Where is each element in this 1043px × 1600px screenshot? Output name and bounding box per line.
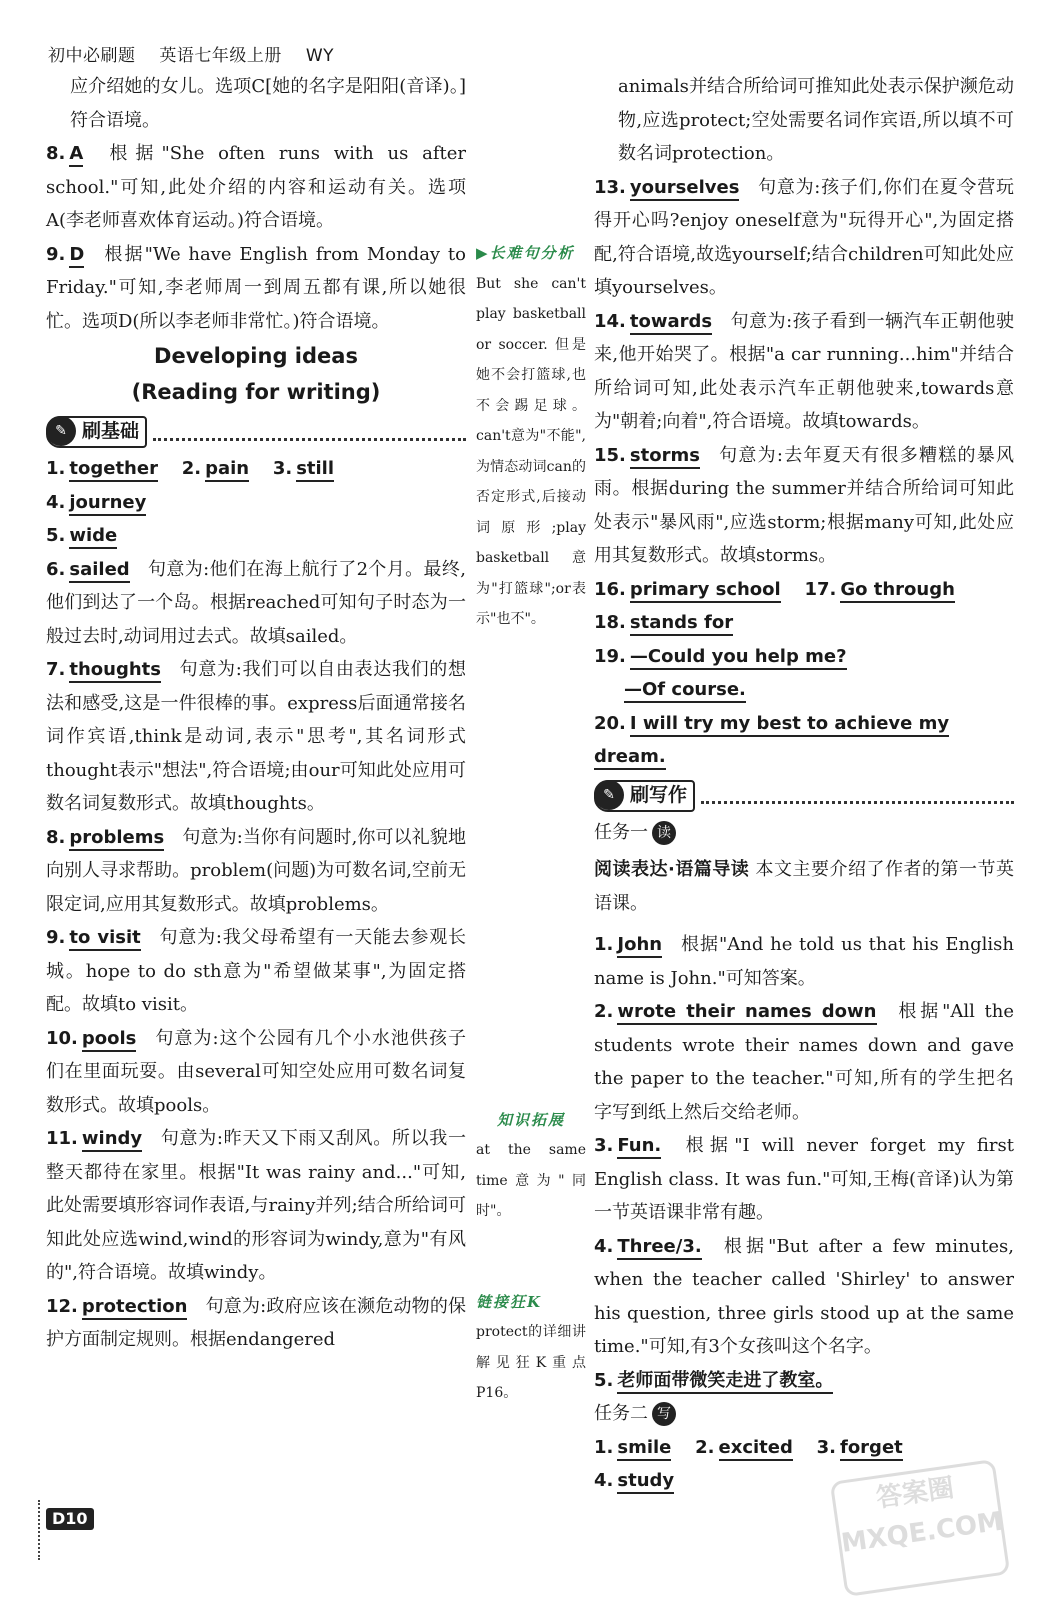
page-number: D10 xyxy=(46,1508,94,1530)
item-number: 7. xyxy=(46,659,66,680)
item-answer: together xyxy=(69,458,158,482)
item-number: 8. xyxy=(46,826,66,848)
item-explanation: 句意为:孩子看到一辆汽车正朝他驶来,他开始哭了。根据"a car running...him"并结合所给词可知,此处表示汽车正朝他驶来,towards意为"朝着;向着",符合语境。故填towards。 xyxy=(594,310,1014,432)
badge-label: 刷基础 xyxy=(82,420,140,443)
item-number: 12. xyxy=(46,1295,78,1317)
read-icon: 读 xyxy=(652,821,676,845)
item-answer: pain xyxy=(205,458,249,482)
side-note-body: protect的详细讲解见狂K重点P16。 xyxy=(476,1324,586,1401)
item-answer: A xyxy=(69,143,83,167)
section-subtitle: (Reading for writing) xyxy=(131,380,381,404)
item-answer: D xyxy=(69,244,84,268)
item-answer: wrote their names down xyxy=(617,1001,876,1025)
answer-item xyxy=(594,439,1014,573)
badge-basics xyxy=(46,416,147,448)
item-explanation: 根据"All the students wrote their names down and gave the paper to the teacher."可知,所有的学生把名字写到纸上然后交给老师。 xyxy=(594,1001,1014,1123)
side-note-heading: 知识拓展 xyxy=(496,1110,565,1129)
page-header xyxy=(48,44,352,68)
item-explanation: 句意为:当你有问题时,你可以礼貌地向别人寻求帮助。problem(问题)为可数名词,空前无限定词,应用其复数形式。故填problems。 xyxy=(46,826,466,915)
item-answer: John xyxy=(617,934,662,958)
answer-item xyxy=(594,1230,1014,1364)
task-label: 任务二 xyxy=(594,1403,648,1424)
section-title: Developing ideas xyxy=(154,344,358,368)
answer-row xyxy=(594,673,1014,707)
item-number: 14. xyxy=(594,310,626,332)
item-answer: storms xyxy=(630,445,700,469)
answer-item xyxy=(594,995,1014,1129)
answer-item xyxy=(46,553,466,654)
item-number: 16. xyxy=(594,578,626,600)
answer-item xyxy=(594,171,1014,305)
answer-row xyxy=(46,452,466,519)
answer-item xyxy=(46,1122,466,1290)
item-number: 1. xyxy=(594,934,614,955)
dotted-divider xyxy=(153,424,466,441)
answer-row xyxy=(594,573,1014,607)
answer-item xyxy=(46,821,466,922)
item-answer: sailed xyxy=(69,559,129,583)
item-explanation: 句意为:这个公园有几个小水池供孩子们在里面玩耍。由several可知空处应用可数名词复数形式。故填pools。 xyxy=(46,1027,466,1116)
item-answer: towards xyxy=(630,311,712,335)
item-number: 4. xyxy=(594,1235,614,1257)
triangle-icon: ▶ xyxy=(476,244,490,262)
item-answer: smile xyxy=(617,1437,671,1461)
item-answer: problems xyxy=(69,827,164,851)
answer-row xyxy=(594,707,1014,774)
answer-item xyxy=(46,1290,466,1357)
task-heading xyxy=(594,1397,1014,1431)
item-explanation: 根据"But after a few minutes, when the teacher called 'Shirley' to answer his question, three girls stood up at the same time."可知,有3个女孩叫这个名字。 xyxy=(594,1235,1014,1357)
item-answer: still xyxy=(296,458,334,482)
item-number: 19. xyxy=(594,645,626,667)
item-explanation: 根据"She often runs with us after school."可知,此处介绍的内容和运动有关。选项A(李老师喜欢体育运动。)符合语境。 xyxy=(46,143,466,231)
item-answer: to visit xyxy=(69,927,140,951)
item-number: 1. xyxy=(594,1436,614,1458)
item-explanation: 根据"I will never forget my first English class. It was fun."可知,王梅(音译)认为第一节英语课非常有趣。 xyxy=(594,1135,1014,1223)
item-explanation: 句意为:去年夏天有很多糟糕的暴风雨。根据during the summer并结合所给词可知此处表示"暴风雨",应选storm;根据many可知,此处应用其复数形式。故填storms。 xyxy=(594,444,1014,566)
item-answer: windy xyxy=(82,1128,142,1152)
item-number: 13. xyxy=(594,176,626,198)
item-number: 10. xyxy=(46,1027,78,1049)
side-notes xyxy=(476,238,586,1409)
write-icon: 写 xyxy=(652,1402,676,1426)
header-book: 英语七年级上册 xyxy=(159,46,282,66)
item-answer: study xyxy=(617,1470,674,1494)
left-column xyxy=(46,70,466,1357)
item-answer: forget xyxy=(840,1437,903,1461)
badge-writing xyxy=(594,780,695,812)
item-number: 3. xyxy=(272,458,293,479)
right-intro: animals并结合所给词可推知此处表示保护濒危动物,应选protect;空处需要名词作宾语,所以填不可数名词protection。 xyxy=(618,76,1014,164)
item-answer: thoughts xyxy=(69,659,161,683)
side-note-heading: 链接狂K xyxy=(476,1292,543,1311)
side-note-title: 长难句分析 xyxy=(489,244,575,262)
answer-row xyxy=(594,606,1014,640)
item-number: 4. xyxy=(46,491,66,513)
item-answer: —Of course. xyxy=(624,679,746,703)
item-answer: I will try my best to achieve my dream. xyxy=(594,713,949,771)
item-number: 17. xyxy=(804,578,837,600)
side-note-heading xyxy=(476,238,586,269)
item-explanation: 根据"We have English from Monday to Friday."可知,李老师周一到周五都有课,所以她很忙。选项D(所以李老师非常忙。)符合语境。 xyxy=(46,243,466,332)
watermark-logo: 答案圈 MXQE.COM xyxy=(830,1459,1011,1597)
pen-icon: ✎ xyxy=(46,416,76,446)
item-answer: journey xyxy=(69,492,146,516)
item-explanation: 句意为:昨天又下雨又刮风。所以我一整天都待在家里。根据"It was rainy and..."可知,此处需要填形容词作表语,与rainy并列;结合所给词可知此处应选wind,wind的形容词为windy,意为"有风的",符合语境。故填windy。 xyxy=(46,1128,466,1283)
item-number: 5. xyxy=(594,1369,614,1391)
item-answer: 老师面带微笑走进了教室。 xyxy=(617,1370,833,1394)
answer-item xyxy=(46,1022,466,1123)
dotted-divider xyxy=(701,787,1014,804)
item-number: 1. xyxy=(46,458,66,479)
item-answer: primary school xyxy=(630,579,781,603)
answer-item xyxy=(594,1129,1014,1230)
side-note-body: at the same time意为"同时"。 xyxy=(476,1142,586,1219)
answer-item xyxy=(594,928,1014,995)
answer-item xyxy=(594,1364,1014,1398)
answer-item xyxy=(46,653,466,821)
item-number: 20. xyxy=(594,712,626,734)
answer-item xyxy=(594,305,1014,439)
item-number: 18. xyxy=(594,612,626,633)
pen-icon: ✎ xyxy=(594,780,624,810)
answer-item xyxy=(46,921,466,1022)
item-answer: Three/3. xyxy=(617,1236,701,1260)
badge-label: 刷写作 xyxy=(630,783,688,806)
item-number: 4. xyxy=(594,1470,614,1491)
item-number: 3. xyxy=(594,1135,614,1156)
item-explanation: 句意为:政府应该在濒危动物的保护方面制定规则。根据endangered xyxy=(46,1295,466,1350)
item-number: 5. xyxy=(46,525,66,546)
item-answer: Fun. xyxy=(617,1135,661,1159)
item-number: 9. xyxy=(46,243,66,265)
left-intro: 应介绍她的女儿。选项C[她的名字是阳阳(音译)。]符合语境。 xyxy=(70,76,466,131)
item-answer: wide xyxy=(69,525,117,549)
item-explanation: 句意为:他们在海上航行了2个月。最终,他们到达了一个岛。根据reached可知句子时态为一般过去时,动词用过去式。故填sailed。 xyxy=(46,558,466,647)
reading-guide-label: 阅读表达·语篇导读 xyxy=(594,859,750,880)
item-number: 2. xyxy=(594,1001,614,1022)
item-number: 2. xyxy=(181,458,202,479)
reading-guide-text: 本文主要介绍了作者的第一节英语课。 xyxy=(594,859,1014,914)
item-answer: Go through xyxy=(840,579,955,603)
answer-row xyxy=(594,640,1014,674)
header-series: 初中必刷题 xyxy=(48,46,136,66)
item-number: 15. xyxy=(594,444,626,466)
item-explanation: 句意为:孩子们,你们在夏令营玩得开心吗?enjoy oneself意为"玩得开心",为固定搭配,符合语境,故选yourself;结合children可知此处应填yourselves。 xyxy=(594,176,1014,298)
item-number: 3. xyxy=(816,1436,836,1458)
item-number: 9. xyxy=(46,927,66,948)
section-bar-writing xyxy=(594,778,1014,814)
item-explanation: 句意为:我们可以自由表达我们的想法和感受,这是一件很棒的事。express后面通常接名词作宾语,think是动词,表示"思考",其名词形式thought表示"想法",符合语境;由our可知此处应用可数名词复数形式。故填thoughts。 xyxy=(46,659,466,814)
spacer xyxy=(476,1227,586,1287)
margin-dots xyxy=(38,1500,40,1560)
header-edition: WY xyxy=(305,46,335,66)
item-answer: pools xyxy=(82,1028,137,1052)
item-number: 6. xyxy=(46,558,66,580)
task-label: 任务一 xyxy=(594,821,648,843)
item-answer: excited xyxy=(719,1437,793,1461)
section-bar-basics xyxy=(46,414,466,450)
right-column xyxy=(594,70,1014,1498)
side-note-body: But she can't play basketball or soccer. 但是她不会打篮球,也不会踢足球。can't意为"不能",为情态动词can的否定形式,后接动词原形;play basketball意为"打篮球";or表示"也不"。 xyxy=(476,275,586,627)
item-answer: stands for xyxy=(630,612,733,636)
item-explanation: 根据"And he told us that his English name is John."可知答案。 xyxy=(594,934,1014,989)
reading-guide xyxy=(594,853,1014,920)
answer-item xyxy=(46,137,466,238)
item-answer: yourselves xyxy=(630,177,740,201)
item-number: 11. xyxy=(46,1128,78,1149)
item-explanation: 句意为:我父母希望有一天能去参观长城。hope to do sth意为"希望做某事",为固定搭配。故填to visit。 xyxy=(46,927,466,1015)
item-number: 8. xyxy=(46,143,66,164)
spacer xyxy=(476,635,586,1105)
answer-row xyxy=(46,519,466,553)
answer-item xyxy=(46,238,466,339)
item-answer: protection xyxy=(82,1296,188,1320)
task-heading xyxy=(594,816,1014,850)
item-answer: —Could you help me? xyxy=(630,646,847,670)
item-number: 2. xyxy=(695,1436,715,1458)
